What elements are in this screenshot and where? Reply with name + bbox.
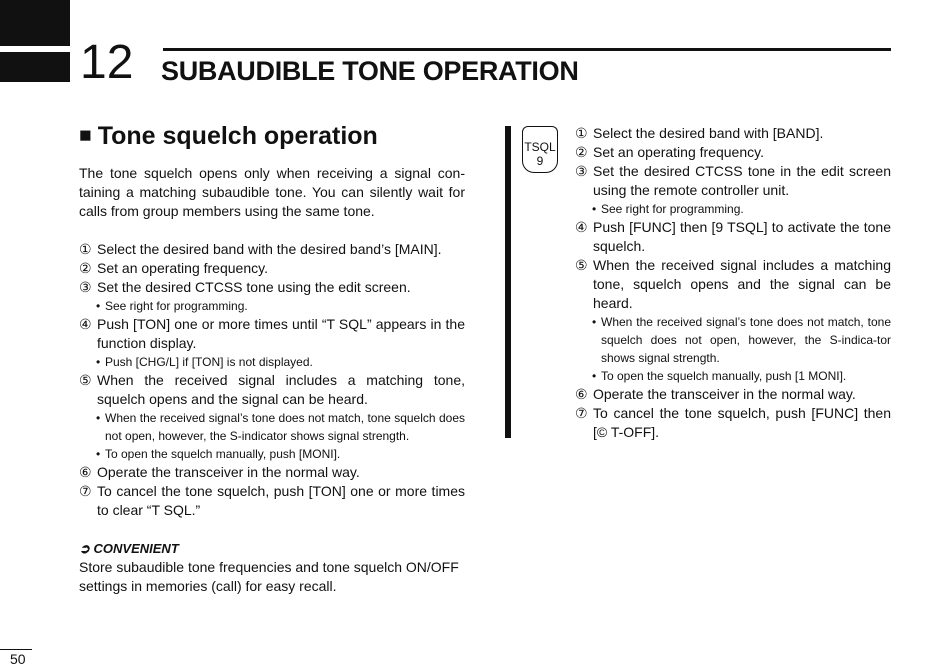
step-item [79, 259, 465, 278]
section-title [79, 120, 378, 154]
step-text: To cancel the tone squelch, push [TON] one or more times to clear “T SQL.” [97, 483, 465, 518]
header-rule [163, 48, 891, 51]
step-item [575, 143, 891, 162]
spacer [79, 221, 465, 240]
step-item [575, 385, 891, 404]
step-text: Push [TON] one or more times until “T SQL” appears in the function display. [97, 316, 465, 351]
step-number-icon: ③ [575, 163, 588, 179]
step-item [79, 463, 465, 482]
step-text: Set an operating frequency. [97, 260, 268, 276]
page-number: 50 [10, 651, 26, 667]
step-number-icon: ③ [79, 279, 92, 295]
step-number-icon: ② [79, 260, 92, 276]
step-number-icon: ⑤ [79, 372, 92, 388]
step-item [575, 404, 891, 442]
chapter-tab-marker-lower [0, 52, 70, 82]
key-number: 9 [536, 154, 544, 168]
step-text: Set the desired CTCSS tone in the edit screen using the remote controller unit. [593, 163, 891, 198]
step-note [575, 200, 891, 218]
note-bullet: • [592, 315, 597, 329]
step-note [79, 297, 465, 315]
step-note [575, 367, 891, 385]
step-text: Push [FUNC] then [9 TSQL] to activate the tone squelch. [593, 219, 891, 254]
step-item [79, 482, 465, 520]
step-item [79, 240, 465, 259]
chapter-title: SUBAUDIBLE TONE OPERATION [161, 56, 579, 86]
step-item [575, 124, 891, 143]
step-text: Select the desired band with [BAND]. [593, 125, 824, 141]
step-item [575, 256, 891, 313]
step-item [575, 162, 891, 200]
step-number-icon: ④ [79, 316, 92, 332]
step-number-icon: ⑤ [575, 257, 588, 273]
step-number-icon: ⑥ [575, 386, 588, 402]
spacer [79, 520, 465, 539]
step-text: Operate the transceiver in the normal way. [593, 386, 856, 402]
note-bullet: • [96, 411, 101, 425]
note-bullet: • [96, 447, 101, 461]
chapter-number: 12 [80, 36, 134, 89]
step-text: Set an operating frequency. [593, 144, 764, 160]
chapter-tab-marker [0, 0, 70, 46]
remote-section-bar [505, 126, 511, 438]
right-step-list [575, 124, 891, 442]
note-text: See right for programming. [105, 299, 248, 313]
step-item [575, 218, 891, 256]
step-number-icon: ⑦ [79, 483, 92, 499]
section-title-text: Tone squelch operation [97, 122, 378, 150]
step-note [79, 409, 465, 445]
step-text: Select the desired band with the desired band’s [MAIN]. [97, 241, 442, 257]
convenient-heading [79, 539, 465, 558]
step-number-icon: ⑦ [575, 405, 588, 421]
convenient-arrow-icon: ➲ [79, 541, 90, 556]
step-item [79, 371, 465, 409]
page-number-rule [0, 649, 32, 650]
step-text: To cancel the tone squelch, push [FUNC] then [© T-OFF]. [593, 405, 891, 440]
convenient-title: CONVENIENT [93, 541, 179, 556]
tsql-key-icon [522, 126, 558, 173]
step-number-icon: ② [575, 144, 588, 160]
note-text: Push [CHG/L] if [TON] is not displayed. [105, 355, 313, 369]
convenient-text: Store subaudible tone frequencies and tone squelch ON/OFF settings in memories (call) for easy recall. [79, 559, 459, 594]
note-text: When the received signal’s tone does not match, tone squelch does not open, however, the S-indicator shows signal strength. [105, 411, 465, 443]
intro-paragraph: The tone squelch opens only when receiving a signal con-taining a matching subaudible tone. You can silently wait for calls from group members using the same tone. [79, 165, 465, 219]
note-bullet: • [96, 299, 101, 313]
step-note [575, 313, 891, 367]
step-text: Set the desired CTCSS tone using the edit screen. [97, 279, 411, 295]
step-number-icon: ① [79, 241, 92, 257]
left-step-list [79, 240, 465, 520]
step-text: When the received signal includes a matching tone, squelch opens and the signal can be heard. [97, 372, 465, 407]
note-text: When the received signal’s tone does not match, tone squelch does not open, however, the S-indica-tor shows signal strength. [601, 315, 891, 365]
step-note [79, 353, 465, 371]
left-column [79, 164, 465, 596]
step-text: When the received signal includes a matching tone, squelch opens and the signal can be heard. [593, 257, 891, 311]
note-bullet: • [592, 202, 597, 216]
step-note [79, 445, 465, 463]
note-bullet: • [592, 369, 597, 383]
note-text: To open the squelch manually, push [MONI]. [105, 447, 341, 461]
right-column [575, 124, 891, 442]
key-label: TSQL [524, 140, 556, 154]
step-number-icon: ① [575, 125, 588, 141]
section-bullet: ■ [79, 124, 92, 147]
step-text: Operate the transceiver in the normal way. [97, 464, 360, 480]
note-text: See right for programming. [601, 202, 744, 216]
step-number-icon: ⑥ [79, 464, 92, 480]
step-item [79, 278, 465, 297]
step-item [79, 315, 465, 353]
note-bullet: • [96, 355, 101, 369]
note-text: To open the squelch manually, push [1 MONI]. [601, 369, 847, 383]
step-number-icon: ④ [575, 219, 588, 235]
